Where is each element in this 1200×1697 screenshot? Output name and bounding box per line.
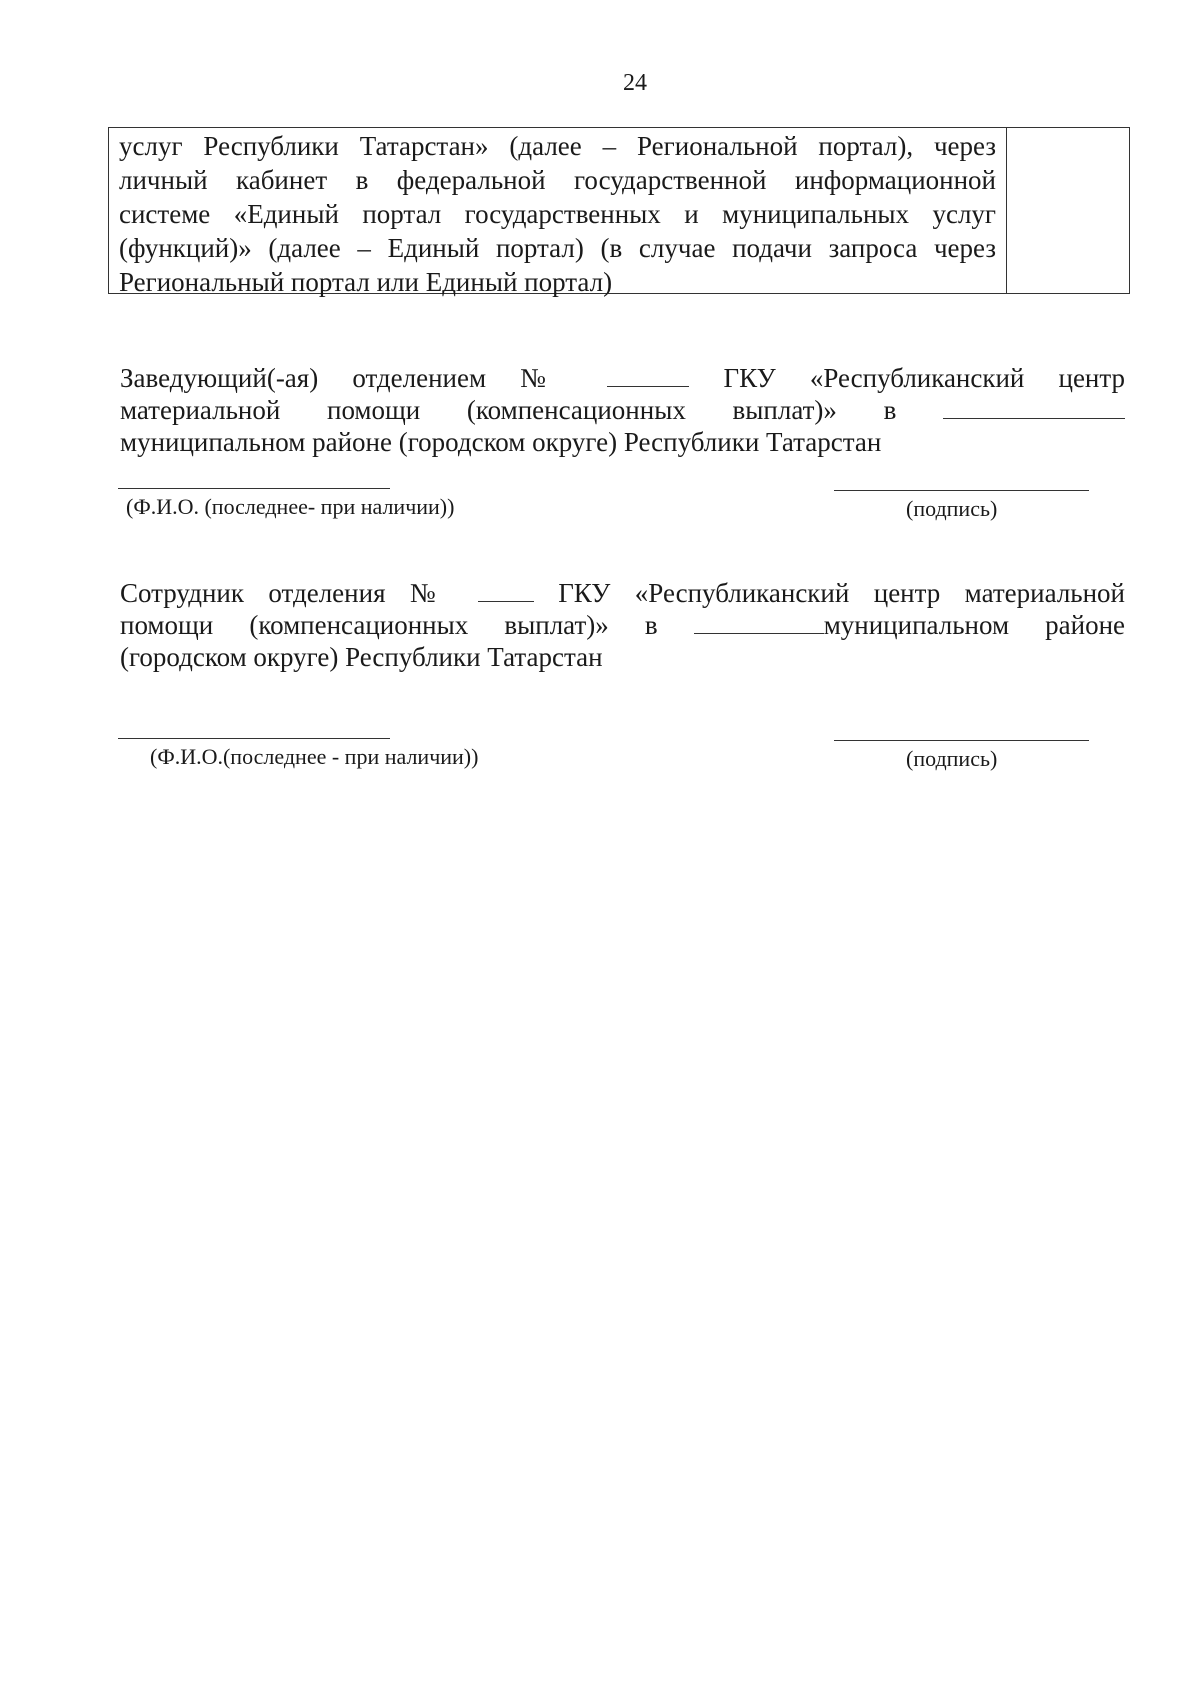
department-number-blank[interactable] — [607, 364, 689, 387]
table-text-line: (функций)» (далее – Единый портал) (в случае подачи запроса через — [119, 233, 996, 263]
head-line-2: материальной помощи (компенсационных выплат)» в — [120, 394, 1125, 426]
table-text-line: системе «Единый портал государственных и муниципальных услуг — [119, 199, 996, 229]
employee-signature-block — [120, 577, 1125, 673]
employee-fio-line[interactable] — [118, 738, 390, 739]
head-signature-line[interactable] — [834, 490, 1089, 491]
table-text-line: личный кабинет в федеральной государственной информационной — [119, 165, 996, 195]
table-cell-text — [109, 128, 1007, 297]
district-blank[interactable] — [943, 396, 1125, 419]
employee-district-group: муниципальном районе — [694, 610, 1125, 640]
employee-department-number-blank[interactable] — [478, 579, 534, 602]
employee-signature-caption: (подпись) — [906, 746, 998, 771]
employee-line-3: (городском округе) Республики Татарстан — [120, 642, 603, 672]
table-text-line: Региональный портал или Единый портал) — [119, 267, 613, 297]
head-line-1: Заведующий(-ая) отделением № ГКУ «Республиканский центр — [120, 363, 1126, 393]
employee-line-1: Сотрудник отделения № ГКУ «Республиканский центр материальной — [120, 578, 1126, 608]
continuation-table — [108, 127, 1130, 297]
employee-signature-line[interactable] — [834, 740, 1089, 741]
employee-district-blank[interactable] — [694, 611, 824, 634]
employee-line-2: помощи (компенсационных выплат)» в муниципальном районе — [120, 610, 1126, 640]
head-signature-caption: (подпись) — [906, 496, 998, 521]
head-signature-block — [120, 362, 1125, 458]
employee-fio-caption: (Ф.И.О.(последнее - при наличии)) — [150, 744, 479, 769]
head-fio-caption: (Ф.И.О. (последнее- при наличии)) — [126, 494, 455, 519]
table-cell-empty — [1007, 128, 1129, 293]
page-number: 24 — [623, 70, 647, 96]
table-text-line: услуг Республики Татарстан» (далее – Региональной портал), через — [119, 131, 996, 161]
head-line-3: муниципальном районе (городском округе) Республики Татарстан — [120, 427, 882, 457]
head-fio-line[interactable] — [118, 488, 390, 489]
